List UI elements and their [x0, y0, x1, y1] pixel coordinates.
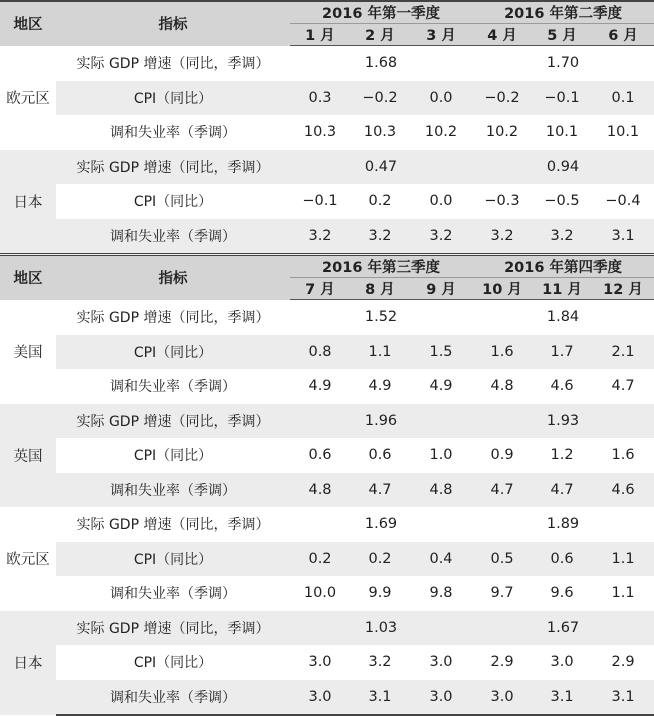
indicator-gdp: 实际 GDP 增速（同比，季调）	[56, 150, 290, 185]
header-region: 地区	[0, 255, 56, 300]
cpi-value: 0.0	[410, 81, 472, 116]
cpi-value: −0.4	[605, 193, 641, 210]
gdp-value: 1.96	[290, 404, 472, 439]
cpi-value: −0.1	[532, 81, 592, 116]
cpi-value: 3.0	[550, 654, 574, 671]
unemployment-value: 4.7	[611, 378, 635, 395]
unemployment-value: 10.2	[424, 124, 458, 141]
unemployment-value: 4.7	[350, 473, 410, 508]
region-label: 美国	[0, 300, 56, 404]
indicator-gdp: 实际 GDP 增速（同比，季调）	[76, 310, 270, 326]
indicator-gdp: 实际 GDP 增速（同比，季调）	[56, 404, 290, 439]
cpi-value: 2.1	[592, 335, 654, 370]
cpi-value: 1.2	[550, 447, 574, 464]
unemployment-value: 10.3	[363, 124, 397, 141]
section2-header	[0, 255, 654, 300]
indicator-unemployment: 调和失业率（季调）	[110, 125, 236, 142]
gdp-value: 1.84	[546, 309, 580, 326]
indicator-gdp: 实际 GDP 增速（同比，季调）	[76, 56, 270, 72]
cpi-value: 0.6	[532, 542, 592, 577]
gdp-value: 1.03	[290, 611, 472, 646]
unemployment-value: 3.1	[350, 680, 410, 716]
header-month: 3 月	[410, 24, 472, 46]
gdp-value: 1.69	[364, 516, 398, 533]
header-month: 6 月	[592, 24, 654, 46]
unemployment-value: 4.7	[472, 473, 532, 508]
cpi-value: 1.1	[350, 335, 410, 370]
region-block-japan-s1	[0, 150, 654, 255]
indicator-cpi: CPI（同比）	[133, 655, 213, 672]
unemployment-value: 3.1	[592, 219, 654, 255]
unemployment-value: 10.3	[303, 124, 337, 141]
indicator-unemployment: 调和失业率（季调）	[110, 586, 236, 603]
region-label: 英国	[0, 404, 56, 508]
indicator-cpi: CPI（同比）	[133, 448, 213, 465]
unemployment-value: 4.9	[368, 378, 392, 395]
cpi-value: 0.9	[490, 447, 514, 464]
gdp-value: 1.67	[472, 611, 654, 646]
unemployment-value: 3.0	[290, 680, 350, 716]
region-label: 日本	[0, 150, 56, 255]
region-block-eurozone-s2	[0, 507, 654, 611]
region-block-eurozone-s1	[0, 46, 654, 150]
cpi-value: 0.4	[410, 542, 472, 577]
header-q1: 2016 年第一季度	[290, 1, 472, 24]
unemployment-value: 9.7	[490, 585, 514, 602]
header-region: 地区	[0, 1, 56, 46]
gdp-value: 1.89	[546, 516, 580, 533]
gdp-value: 0.47	[290, 150, 472, 185]
unemployment-value: 9.6	[550, 585, 574, 602]
region-label: 欧元区	[0, 507, 56, 611]
header-month: 7 月	[290, 278, 350, 300]
cpi-value: 0.6	[368, 447, 392, 464]
unemployment-value: 4.9	[308, 378, 332, 395]
gdp-value: 0.94	[472, 150, 654, 185]
header-month: 12 月	[592, 278, 654, 300]
unemployment-value: 3.1	[592, 680, 654, 716]
unemployment-value: 3.0	[472, 680, 532, 716]
unemployment-value: 10.2	[485, 124, 519, 141]
cpi-value: 0.1	[592, 81, 654, 116]
unemployment-value: 10.1	[545, 124, 579, 141]
header-month: 4 月	[472, 24, 532, 46]
cpi-value: 0.2	[350, 542, 410, 577]
header-indicator: 指标	[56, 255, 290, 300]
header-month: 5 月	[532, 24, 592, 46]
cpi-value: 1.1	[592, 542, 654, 577]
header-month: 1 月	[290, 24, 350, 46]
cpi-value: 0.8	[290, 335, 350, 370]
unemployment-value: 9.8	[429, 585, 453, 602]
unemployment-value: 4.6	[592, 473, 654, 508]
indicator-unemployment: 调和失业率（季调）	[110, 379, 236, 396]
indicator-unemployment: 调和失业率（季调）	[56, 680, 290, 716]
cpi-value: −0.2	[472, 81, 532, 116]
indicator-gdp: 实际 GDP 增速（同比，季调）	[76, 517, 270, 534]
cpi-value: −0.3	[484, 193, 520, 210]
header-q3: 2016 年第三季度	[290, 255, 472, 278]
unemployment-value: 3.1	[532, 680, 592, 716]
cpi-value: 1.5	[410, 335, 472, 370]
cpi-value: 1.6	[472, 335, 532, 370]
header-month: 10 月	[472, 278, 532, 300]
unemployment-value: 4.9	[429, 378, 453, 395]
cpi-value: 1.7	[532, 335, 592, 370]
header-month: 8 月	[350, 278, 410, 300]
unemployment-value: 10.1	[606, 124, 640, 141]
region-block-japan-s2	[0, 611, 654, 716]
unemployment-value: 10.0	[303, 585, 337, 602]
unemployment-value: 4.8	[490, 378, 514, 395]
indicator-cpi: CPI（同比）	[133, 194, 213, 211]
cpi-value: 1.6	[611, 447, 635, 464]
cpi-value: 2.9	[611, 654, 635, 671]
region-block-uk	[0, 404, 654, 508]
cpi-value: −0.2	[350, 81, 410, 116]
indicator-cpi: CPI（同比）	[56, 542, 290, 577]
unemployment-value: 3.2	[410, 219, 472, 255]
unemployment-value: 4.7	[532, 473, 592, 508]
cpi-value: 3.0	[308, 654, 332, 671]
section1-header	[0, 1, 654, 46]
header-q4: 2016 年第四季度	[472, 255, 654, 278]
cpi-value: 0.2	[368, 193, 392, 210]
header-month: 11 月	[532, 278, 592, 300]
cpi-value: 0.5	[472, 542, 532, 577]
cpi-value: 0.3	[290, 81, 350, 116]
header-month: 2 月	[350, 24, 410, 46]
region-block-us	[0, 300, 654, 404]
gdp-value: 1.70	[546, 55, 580, 72]
cpi-value: 0.6	[308, 447, 332, 464]
unemployment-value: 3.0	[410, 680, 472, 716]
indicator-unemployment: 调和失业率（季调）	[56, 473, 290, 508]
cpi-value: −0.1	[302, 193, 338, 210]
gdp-value: 1.68	[364, 55, 398, 72]
cpi-value: 0.0	[429, 193, 453, 210]
header-indicator: 指标	[56, 1, 290, 46]
gdp-value: 1.93	[472, 404, 654, 439]
indicator-gdp: 实际 GDP 增速（同比，季调）	[56, 611, 290, 646]
unemployment-value: 3.2	[472, 219, 532, 255]
cpi-value: 3.0	[429, 654, 453, 671]
region-label: 日本	[0, 611, 56, 716]
cpi-value: 1.0	[429, 447, 453, 464]
indicator-cpi: CPI（同比）	[56, 81, 290, 116]
cpi-value: −0.5	[544, 193, 580, 210]
region-label: 欧元区	[0, 46, 56, 150]
indicator-unemployment: 调和失业率（季调）	[56, 219, 290, 255]
unemployment-value: 4.8	[290, 473, 350, 508]
header-q2: 2016 年第二季度	[472, 1, 654, 24]
unemployment-value: 4.8	[410, 473, 472, 508]
unemployment-value: 3.2	[290, 219, 350, 255]
cpi-value: 3.2	[368, 654, 392, 671]
unemployment-value: 4.6	[550, 378, 574, 395]
unemployment-value: 3.2	[532, 219, 592, 255]
unemployment-value: 1.1	[611, 585, 635, 602]
unemployment-value: 9.9	[368, 585, 392, 602]
indicator-cpi: CPI（同比）	[56, 335, 290, 370]
cpi-value: 0.2	[290, 542, 350, 577]
header-month: 9 月	[410, 278, 472, 300]
gdp-value: 1.52	[364, 309, 398, 326]
cpi-value: 2.9	[490, 654, 514, 671]
unemployment-value: 3.2	[350, 219, 410, 255]
